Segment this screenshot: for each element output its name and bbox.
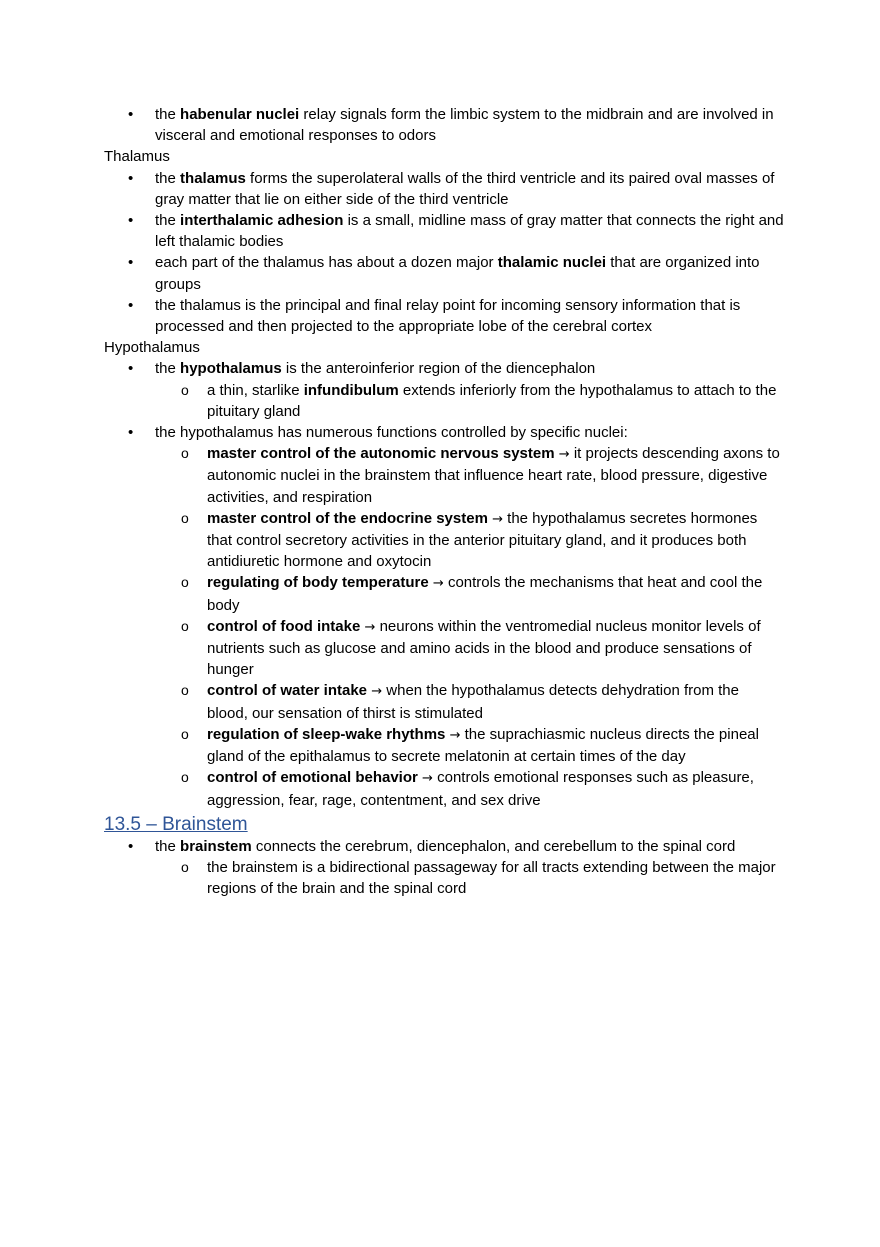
arrow-right-icon: → — [364, 619, 376, 635]
sub-list-item: o master control of the endocrine system → the hypothalamus secretes hormones that control secretory activities in the anterior pituitary gland, and it produces both antidiuretic hormone and oxytocin — [181, 509, 758, 571]
sub-list-item: o control of food intake → neurons within the ventromedial nucleus monitor levels of nutrients such as glucose and amino acids in the blood and produce sensations of hunger — [181, 617, 761, 679]
bold-term: control of food intake — [207, 617, 361, 635]
bullet-icon: • — [128, 837, 134, 855]
bold-term: interthalamic adhesion — [180, 212, 344, 230]
section-label-thalamus: Thalamus — [104, 148, 170, 166]
sub-list-item: o master control of the autonomic nervous system → it projects descending axons to autonomic nuclei in the brainstem that influence heart rate, blood pressure, digestive activities, and respiration — [181, 445, 780, 506]
sub-list-item: o control of water intake → when the hypothalamus detects dehydration from the blood, our sensation of thirst is stimulated — [181, 682, 739, 722]
sub-list-item: o a thin, starlike infundibulum extends inferiorly from the hypothalamus to attach to the pituitary gland — [181, 381, 777, 420]
list-item: • the thalamus is the principal and final relay point for incoming sensory information that is processed and then projected to the appropriate lobe of the cerebral cortex — [128, 296, 741, 336]
bullet-icon: • — [128, 424, 134, 442]
bullet-icon: • — [128, 212, 134, 230]
section-heading-brainstem[interactable]: 13.5 – Brainstem — [104, 813, 248, 835]
bold-term: master control of the endocrine system — [207, 509, 488, 527]
hollow-bullet-icon: o — [181, 617, 189, 634]
sub-list-item: o control of emotional behavior → controls emotional responses such as pleasure, aggression, fear, rage, contentment, and sex drive — [181, 769, 754, 809]
document-body — [104, 104, 784, 899]
hollow-bullet-icon: o — [181, 509, 189, 526]
bullet-icon: • — [128, 296, 134, 314]
hollow-bullet-icon: o — [181, 725, 189, 742]
bullet-icon: • — [128, 360, 134, 378]
bold-term: regulating of body temperature — [207, 574, 429, 592]
bold-term: brainstem — [180, 837, 252, 855]
hollow-bullet-icon: o — [181, 769, 189, 786]
bold-term: control of emotional behavior — [207, 769, 418, 787]
list-item: • the hypothalamus is the anteroinferior region of the diencephalon — [104, 358, 784, 379]
bold-term: thalamus — [180, 169, 246, 187]
arrow-right-icon: → — [432, 576, 444, 592]
bullet-icon: • — [128, 254, 134, 272]
list-item: • the habenular nuclei relay signals form the limbic system to the midbrain and are involved in visceral and emotional responses to odors — [128, 106, 774, 145]
bold-term: infundibulum — [303, 381, 399, 399]
bold-term: regulation of sleep-wake rhythms — [207, 725, 446, 743]
arrow-right-icon: → — [449, 727, 461, 743]
hollow-bullet-icon: o — [181, 858, 189, 875]
list-item: • the brainstem connects the cerebrum, diencephalon, and cerebellum to the spinal cord — [104, 836, 784, 857]
bold-term: habenular nuclei — [180, 106, 300, 123]
list-item: • each part of the thalamus has about a dozen major thalamic nuclei that are organized into groups — [128, 254, 760, 293]
list-item: • the thalamus forms the superolateral walls of the third ventricle and its paired oval masses of gray matter that lie on either side of the third ventricle — [128, 169, 775, 208]
bold-term: thalamic nuclei — [497, 254, 607, 272]
bold-term: hypothalamus — [180, 360, 282, 378]
hollow-bullet-icon: o — [181, 381, 189, 398]
section-label-hypothalamus: Hypothalamus — [104, 339, 200, 357]
arrow-right-icon: → — [558, 447, 570, 463]
bullet-icon: • — [128, 106, 134, 123]
bullet-icon: • — [128, 169, 134, 187]
sub-list-item: o regulation of sleep-wake rhythms → the suprachiasmic nucleus directs the pineal gland of the epithalamus to secrete melatonin at certain times of the day — [181, 725, 759, 766]
list-item: • the interthalamic adhesion is a small, midline mass of gray matter that connects the right and left thalamic bodies — [128, 212, 784, 251]
arrow-right-icon: → — [371, 684, 383, 700]
bold-term: master control of the autonomic nervous system — [207, 445, 555, 463]
hollow-bullet-icon: o — [181, 445, 189, 462]
bold-term: control of water intake — [207, 682, 368, 700]
list-item: • the hypothalamus has numerous functions controlled by specific nuclei: — [104, 422, 784, 443]
hollow-bullet-icon: o — [181, 574, 189, 591]
hollow-bullet-icon: o — [181, 682, 189, 699]
sub-list-item: o regulating of body temperature → controls the mechanisms that heat and cool the body — [181, 574, 763, 614]
arrow-right-icon: → — [422, 771, 433, 787]
sub-list-item: o the brainstem is a bidirectional passageway for all tracts extending between the major regions of the brain and the spinal cord — [181, 858, 776, 898]
arrow-right-icon: → — [492, 511, 503, 527]
